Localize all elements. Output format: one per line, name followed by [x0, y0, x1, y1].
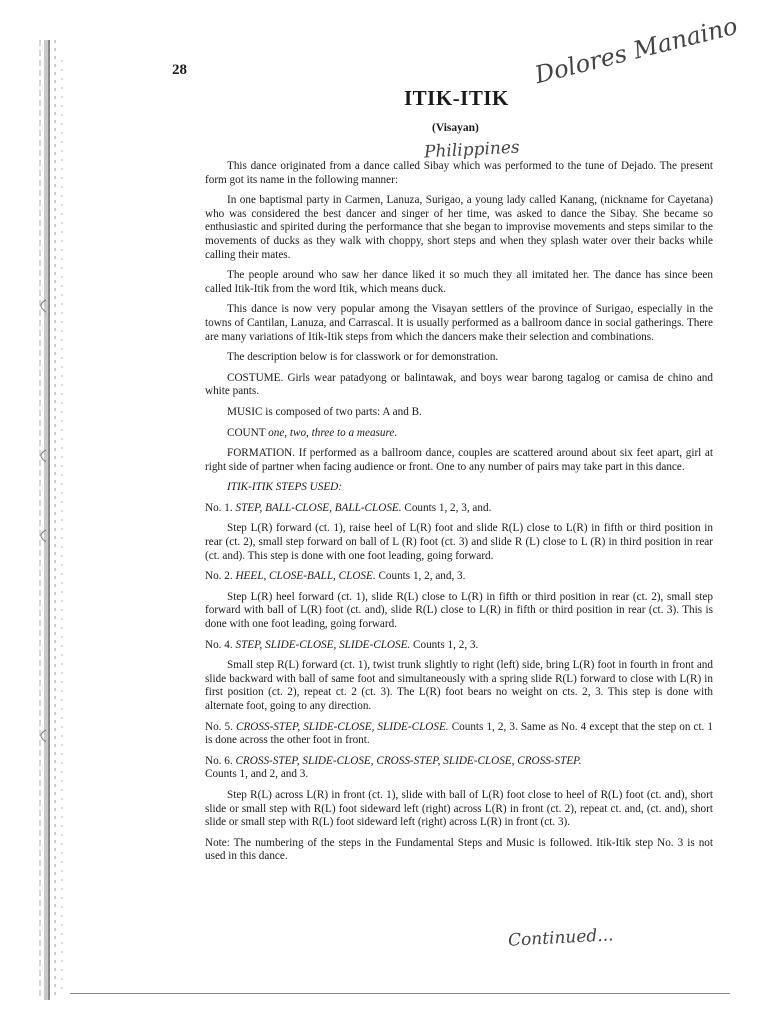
step-5 — [205, 721, 713, 748]
step-counts: Counts 1, 2, and, 3. — [378, 570, 466, 583]
step-heading — [205, 639, 713, 653]
step-heading — [205, 721, 713, 748]
step-number: No. 4. — [205, 638, 233, 651]
step-number: No. 1. — [205, 501, 233, 514]
paragraph-origin: This dance originated from a dance called Sibay which was performed to the tune of Dejado. The present form got its name in the following manner: — [205, 160, 713, 186]
step-description: Step L(R) forward (ct. 1), raise heel of L(R) foot and slide R(L) close to L(R) in fifth or third position in rear (ct. 2), small step forward on ball of L (R) foot (ct. 3) and slide R (L) close to L (R) in third position in rear (ct. and). This step is done with one foot leading, going forward. — [205, 522, 713, 562]
paragraph-popularity: This dance is now very popular among the Visayan settlers of the province of Surigao, especially in the towns of Cantilan, Lanuza, and Carrascal. It is usually performed as a ballroom dance in social gatherings. There are many variations of Itik-Itik steps from which the dancers make their selection and combinations. — [205, 303, 713, 343]
step-1 — [205, 502, 713, 563]
page-number: 28 — [172, 62, 187, 78]
step-description: Small step R(L) forward (ct. 1), twist trunk slightly to right (left) side, bring L(R) foot in fourth in front and slide backward with ball of same foot and simultaneously with a spring slide R(L) forward to close with L(R) in first position (ct. 2), repeat ct. 2 (ct. 3). The L(R) foot bears no weight on cts. 2, 3. This step is done with alternate foot, going to any direction. — [205, 659, 713, 712]
music-label: MUSIC — [227, 405, 263, 418]
costume-section — [205, 372, 713, 399]
count-text: one, two, three to a measure. — [268, 426, 398, 439]
handwritten-author-note: Dolores Manaino — [532, 11, 741, 90]
step-number: No. 2. — [205, 570, 233, 583]
step-description: Step L(R) heel forward (ct. 1), slide R(L) close to L(R) in fifth or third position in rear (ct. 2), small step forward with ball of L(R) foot (ct. and), slide R(L) close to L(R) in fifth or third position in rear (ct. 3). This is done with one foot leading, going forward. — [205, 590, 713, 631]
step-name: CROSS-STEP, SLIDE-CLOSE, SLIDE-CLOSE. — [236, 720, 449, 733]
paragraph-description: The description below is for classwork or for demonstration. — [227, 351, 499, 364]
step-description: Step R(L) across L(R) in front (ct. 1), slide with ball of L(R) foot close to heel of R(L) foot (ct. and), short slide or small step with R(L) foot sideward left (right) across L(R) in front (ct. 2), repeat ct. and, (ct. and), short slide or small step with R(L) foot sideward left (right) across L(R) in front (ct. 3). — [205, 788, 713, 829]
step-counts: Counts 1, and 2, and 3. — [205, 768, 309, 781]
step-number: No. 5. — [205, 720, 233, 733]
step-heading — [205, 755, 713, 782]
step-name: HEEL, CLOSE-BALL, CLOSE. — [235, 570, 376, 583]
costume-label: COSTUME. — [227, 371, 284, 384]
formation-section — [205, 447, 713, 474]
step-name: CROSS-STEP, SLIDE-CLOSE, CROSS-STEP, SLIDE-CLOSE, CROSS-STEP. — [235, 754, 582, 767]
page-bottom-edge — [70, 993, 730, 994]
note: Note: The numbering of the steps in the Fundamental Steps and Music is followed. Itik-Itik step No. 3 is not used in this dance. — [205, 836, 713, 863]
step-name: STEP, BALL-CLOSE, BALL-CLOSE. — [235, 501, 402, 514]
count-label: COUNT — [227, 426, 266, 439]
step-counts: Counts 1, 2, 3. Same as No. 4 except that the step on ct. 1 is done across the other foot in front. — [205, 720, 714, 747]
binding-edge — [0, 0, 70, 1024]
paragraph-story: In one baptismal party in Carmen, Lanuza, Surigao, a young lady called Kanang, (nickname for Cayetana) who was considered the best dancer and singer of her time, was asked to dance the Sibay. She became so enthusiastic and spirited during the performance that she began to improvise movements and steps similar to the movements of ducks as they walk with choppy, short steps and when they splash water over their backs while calling their mates. — [205, 194, 713, 261]
step-counts: Counts 1, 2, 3, and. — [404, 501, 492, 514]
music-section — [205, 406, 713, 420]
step-heading — [205, 502, 713, 516]
step-name: STEP, SLIDE-CLOSE, SLIDE-CLOSE. — [235, 638, 411, 651]
step-4 — [205, 639, 713, 714]
document-body — [205, 160, 713, 871]
handwritten-continued-note: Continued... — [507, 925, 614, 951]
step-2 — [205, 570, 713, 631]
formation-label: FORMATION. — [227, 447, 296, 460]
handwritten-country-note: Philippines — [423, 137, 521, 163]
paragraph-name: The people around who saw her dance liked it so much they all imitated her. The dance has since been called Itik-Itik from the word Itik, which means duck. — [205, 269, 713, 295]
music-text: is composed of two parts: A and B. — [265, 405, 422, 418]
step-number: No. 6. — [205, 754, 233, 767]
step-heading — [205, 570, 713, 584]
step-6 — [205, 755, 713, 830]
page-title: ITIK-ITIK — [404, 86, 509, 110]
steps-heading: ITIK-ITIK STEPS USED: — [227, 481, 342, 494]
count-section — [205, 427, 713, 441]
formation-text: If performed as a ballroom dance, couples are scattered around about six feet apart, girl at right side of partner when facing audience or front. One to any number of pairs may take part in this dance. — [205, 447, 713, 473]
costume-text: Girls wear patadyong or balintawak, and boys wear barong tagalog or camisa de chino and white pants. — [205, 371, 713, 398]
step-counts: Counts 1, 2, 3. — [413, 638, 479, 651]
subtitle: (Visayan) — [432, 122, 479, 134]
